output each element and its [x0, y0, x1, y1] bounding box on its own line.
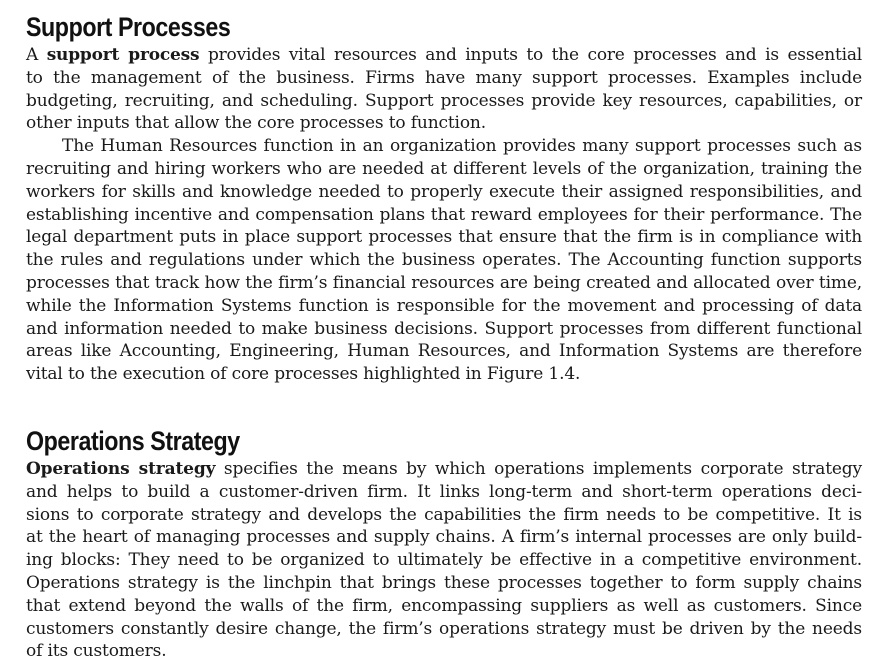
- paragraph-line: to the management of the business. Firms have many support processes. Examples include: [26, 67, 862, 88]
- paragraph-line: sions to corporate strategy and develops the capabilities the firm needs to be competitive. It is: [26, 504, 862, 525]
- paragraph-line: customers constantly desire change, the firm’s operations strategy must be driven by the needs: [26, 618, 862, 639]
- paragraph-line: and helps to build a customer-driven firm. It links long-term and short-term operations deci-: [26, 481, 862, 502]
- paragraph-line: Operations strategy is the linchpin that brings these processes together to form supply chains: [26, 572, 862, 593]
- paragraph-line: of its customers.: [26, 641, 167, 662]
- section-body: [26, 458, 862, 663]
- section-heading: Operations Strategy: [26, 426, 240, 456]
- section-body: [26, 44, 862, 386]
- paragraph-line: Operations strategy specifies the means by which operations implements corporate strategy: [26, 459, 862, 479]
- paragraph-line: other inputs that allow the core processes to function.: [26, 113, 486, 134]
- bold-term: support process: [46, 45, 200, 65]
- paragraph-line: areas like Accounting, Engineering, Human Resources, and Information Systems are therefore: [26, 341, 862, 362]
- paragraph-line: establishing incentive and compensation plans that reward employees for their performance. The: [26, 204, 862, 225]
- section-support-processes: [26, 10, 862, 386]
- paragraph-line: budgeting, recruiting, and scheduling. Support processes provide key resources, capabilities, or: [26, 90, 862, 111]
- section-heading: Support Processes: [26, 12, 231, 42]
- paragraph-line: and information needed to make business decisions. Support processes from different functional: [26, 318, 862, 339]
- paragraph-line: processes that track how the firm’s financial resources are being created and allocated over time,: [26, 272, 862, 293]
- paragraph-line: vital to the execution of core processes highlighted in Figure 1.4.: [26, 364, 581, 385]
- paragraph-line: workers for skills and knowledge needed to properly execute their assigned responsibilities, and: [26, 181, 862, 202]
- document-page: [26, 10, 863, 662]
- section-operations-strategy: [26, 424, 862, 663]
- paragraph-line: recruiting and hiring workers who are needed at different levels of the organization, training the: [26, 158, 862, 179]
- paragraph-line: legal department puts in place support processes that ensure that the firm is in compliance with: [26, 227, 862, 248]
- bold-term: Operations strategy: [26, 459, 216, 479]
- paragraph-line: at the heart of managing processes and supply chains. A firm’s internal processes are only build-: [26, 527, 862, 548]
- paragraph-line: The Human Resources function in an organization provides many support processes such as: [62, 136, 862, 157]
- paragraph-line: the rules and regulations under which the business operates. The Accounting function supports: [26, 250, 862, 271]
- paragraph-line: that extend beyond the walls of the firm, encompassing suppliers as well as customers. Since: [26, 595, 862, 616]
- paragraph-line: ing blocks: They need to be organized to ultimately be effective in a competitive environment.: [26, 550, 862, 571]
- paragraph-line: while the Information Systems function is responsible for the movement and processing of data: [26, 295, 862, 316]
- paragraph-line: A support process provides vital resources and inputs to the core processes and is essential: [26, 45, 863, 65]
